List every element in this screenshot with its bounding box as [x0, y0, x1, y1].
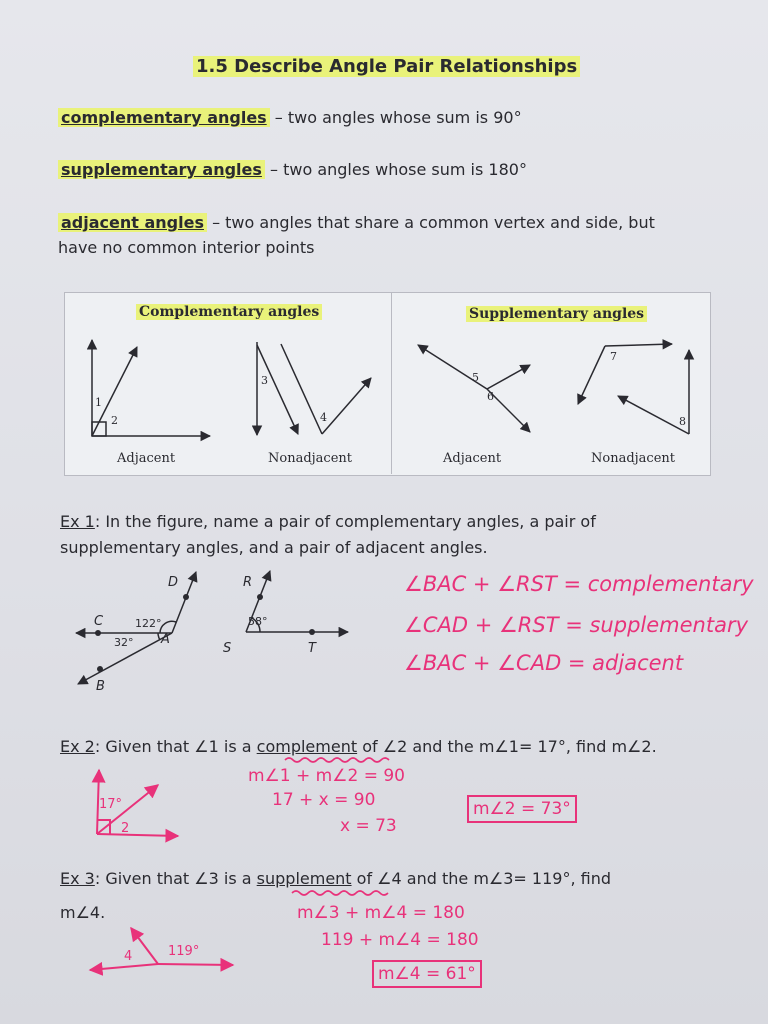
- ex1-answer-supplementary: ∠CAD + ∠RST = supplementary: [404, 613, 749, 637]
- ex1-text: : In the figure, name a pair of complementary angles, a pair of: [94, 512, 596, 531]
- caption-nonadjacent: Nonadjacent: [591, 451, 675, 466]
- ex1-prompt-line2: supplementary angles, and a pair of adjacent angles.: [60, 538, 488, 557]
- ex3-work-line2: 119 + m∠4 = 180: [321, 930, 479, 950]
- term-complementary: complementary angles: [58, 108, 270, 127]
- ex2-answer-box: m∠2 = 73°: [467, 795, 577, 823]
- caption-adjacent: Adjacent: [443, 451, 502, 466]
- ex1-figure: [76, 571, 348, 684]
- point-label-A: A: [161, 632, 170, 647]
- angle-label-7: 7: [610, 350, 617, 363]
- angle-label-2: 2: [111, 414, 118, 427]
- supplementary-nonadjacent-diagram: [578, 344, 689, 434]
- ex2-prompt: [60, 737, 657, 756]
- angle-label-3: 3: [261, 374, 268, 387]
- keyword-underline: [292, 891, 388, 895]
- point-label-C: C: [94, 614, 104, 629]
- ex2-text-end: of ∠2 and the m∠1= 17°, find m∠2.: [357, 737, 657, 756]
- supplementary-adjacent-diagram: [418, 345, 530, 432]
- point-label-R: R: [243, 575, 253, 590]
- angle-label-5: 5: [472, 371, 479, 384]
- ex3-sketch: [90, 928, 233, 970]
- ex1-prompt-line1: [60, 512, 596, 531]
- caption-adjacent: Adjacent: [117, 451, 176, 466]
- ex3-text: : Given that ∠3 is a: [94, 869, 257, 888]
- ex2-work-line1: m∠1 + m∠2 = 90: [248, 766, 405, 786]
- ex3-label: Ex 3: [60, 869, 95, 888]
- angle-label-6: 6: [487, 390, 494, 403]
- term-supplementary: supplementary angles: [58, 160, 265, 179]
- keyword-underline: [285, 758, 389, 762]
- angle-label-1: 1: [95, 396, 102, 409]
- ex3-prompt: [60, 869, 611, 888]
- ex2-text: : Given that ∠1 is a: [94, 737, 257, 756]
- ex3-prompt-line2: m∠4.: [60, 903, 106, 922]
- complementary-adjacent-diagram: [92, 340, 210, 436]
- title-text: 1.5 Describe Angle Pair Relationships: [193, 56, 580, 77]
- angle-measure-32: 32°: [114, 636, 134, 649]
- angle-label-4: 4: [320, 411, 327, 424]
- caption-nonadjacent: Nonadjacent: [268, 451, 352, 466]
- ex1-answer-complementary: ∠BAC + ∠RST = complementary: [404, 572, 754, 596]
- ex3-keyword: supplement: [256, 869, 352, 888]
- term-adjacent: adjacent angles: [58, 213, 207, 232]
- definition-text-continued: have no common interior points: [58, 238, 315, 257]
- ex2-work-line3: x = 73: [340, 816, 397, 836]
- ex2-sketch-label-17: 17°: [99, 797, 123, 812]
- ex2-label: Ex 2: [60, 737, 95, 756]
- angle-measure-122: 122°: [135, 617, 162, 630]
- ex3-text-end: of ∠4 and the m∠3= 119°, find: [351, 869, 611, 888]
- ex2-work-line2: 17 + x = 90: [272, 790, 376, 810]
- point-label-T: T: [308, 641, 316, 656]
- ex3-answer-box: m∠4 = 61°: [372, 960, 482, 988]
- ex1-answer-adjacent: ∠BAC + ∠CAD = adjacent: [404, 651, 684, 675]
- ex3-sketch-label-4: 4: [124, 949, 133, 964]
- angle-measure-58: 58°: [248, 615, 268, 628]
- definition-text: – two angles whose sum is 90°: [269, 108, 522, 127]
- complementary-nonadjacent-diagram: [257, 342, 371, 435]
- definition-text: – two angles that share a common vertex and side, but: [206, 213, 655, 232]
- ex1-label: Ex 1: [60, 512, 95, 531]
- heading-text: Supplementary angles: [466, 306, 647, 322]
- point-label-S: S: [223, 641, 232, 656]
- point-label-B: B: [96, 679, 105, 694]
- definition-text: – two angles whose sum is 180°: [264, 160, 527, 179]
- point-label-D: D: [168, 575, 179, 590]
- heading-text: Complementary angles: [136, 304, 322, 320]
- ex2-sketch-label-2: 2: [121, 821, 130, 836]
- ex2-keyword: complement: [256, 737, 358, 756]
- ex3-sketch-label-119: 119°: [168, 944, 200, 959]
- angle-label-8: 8: [679, 415, 686, 428]
- ex3-work-line1: m∠3 + m∠4 = 180: [297, 903, 465, 923]
